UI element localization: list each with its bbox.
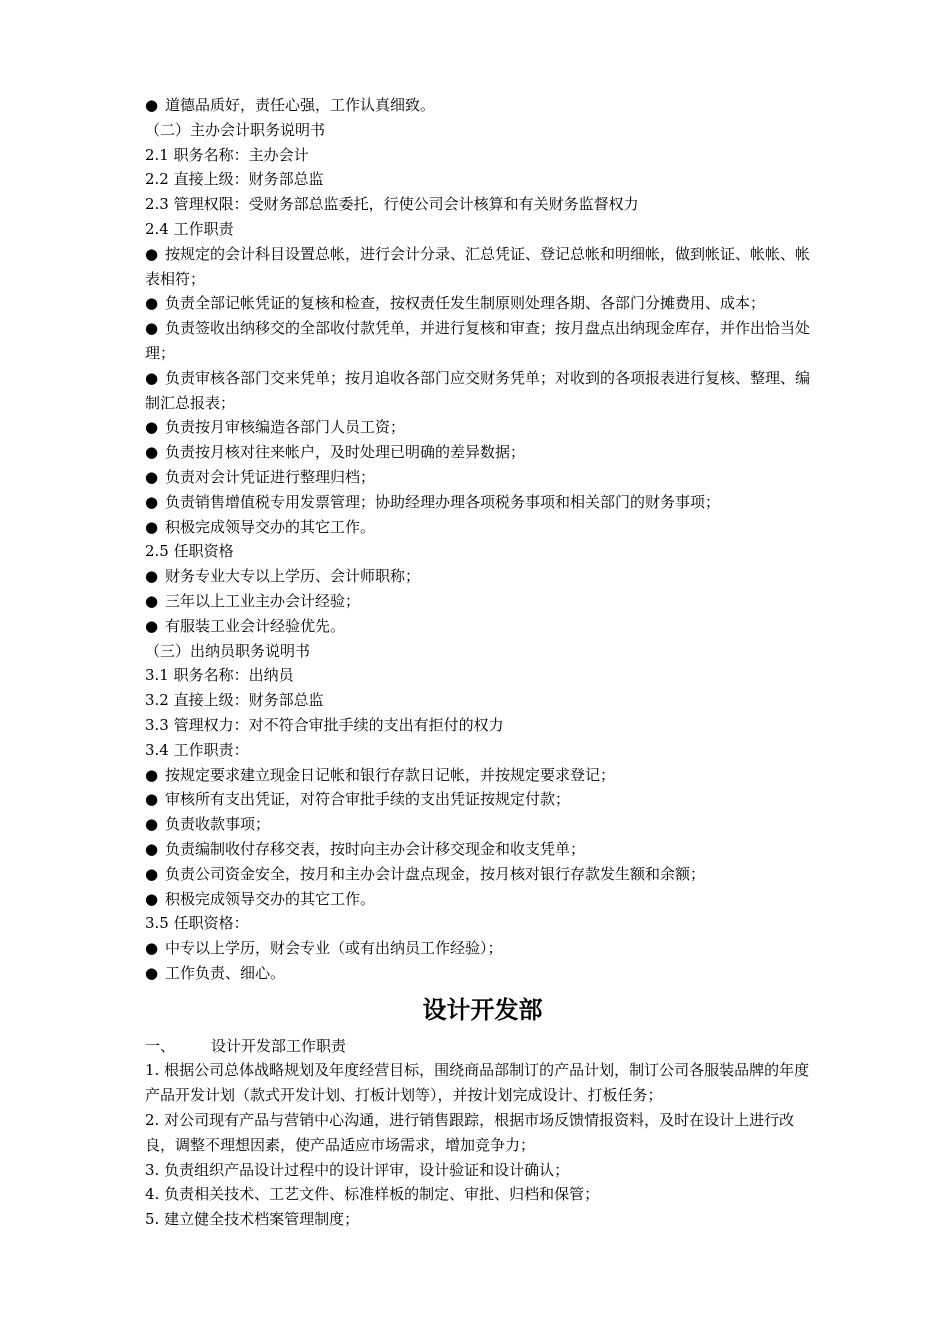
duty-text: 负责公司资金安全，按月和主办会计盘点现金，按月核对银行存款发生额和余额； [165,864,706,883]
cashier-duty-item [145,887,820,912]
bullet-icon: ● [145,815,159,834]
design-duty-item: 1. 根据公司总体战略规划及年度经营目标，围绕商品部制订的产品计划，制订公司各服装品牌的年度产品开发计划（款式开发计划、打板计划等），并按计划完成设计、打板任务； [145,1061,810,1105]
accountant-qualification-item [145,589,820,614]
accountant-qualification-item [145,564,820,589]
department-heading: 设计开发部 [422,995,543,1024]
design-duty-item: 2. 对公司现有产品与营销中心沟通，进行销售跟踪，根据市场反馈情报资料，及时在设计上进行改良，调整不理想因素，使产品适应市场需求，增加竞争力； [145,1111,795,1154]
qualification-text: 有服装工业会计经验优先。 [165,616,346,635]
qualification-text: 工作负责、细心。 [165,963,286,982]
cashier-qualifications-title: 3.5 任职资格： [145,914,249,933]
duty-text: 按规定的会计科目设置总帐，进行会计分录、汇总凭证、登记总帐和明细帐，做到帐证、帐帐、帐表相符； [145,244,811,288]
cashier-duty-item [145,763,820,788]
design-duty-item: 4. 负责相关技术、工艺文件、标准样板的制定、审批、归档和保管； [145,1185,600,1204]
qualification-text: 中专以上学历，财会专业（或有出纳员工作经验）； [165,939,503,958]
bullet-icon: ● [145,765,159,784]
accountant-duty-item [145,291,820,316]
design-duty-item: 3. 负责组织产品设计过程中的设计评审，设计验证和设计确认； [145,1160,570,1179]
accountant-duty-item [145,242,820,292]
design-duty-item: 5. 建立健全技术档案管理制度； [145,1210,360,1229]
bullet-icon: ● [145,591,159,610]
cashier-duty-item [145,787,820,812]
bullet-icon: ● [145,839,159,858]
duty-text: 负责编制收付存移交表，按时向主办会计移交现金和收支凭单； [165,839,586,858]
duty-text: 负责按月核对往来帐户，及时处理已明确的差异数据； [165,443,526,462]
bullet-icon: ● [145,963,159,982]
duty-text: 积极完成领导交办的其它工作。 [165,889,376,908]
cashier-duty-item [145,837,820,862]
bullet-icon: ● [145,294,159,313]
document-body [145,93,820,1232]
cashier-duties-title: 3.4 工作职责： [145,740,249,759]
accountant-duty-item [145,316,820,366]
bullet-icon: ● [145,319,159,338]
cashier-qualification-item [145,961,820,986]
bullet-icon: ● [145,864,159,883]
bullet-icon: ● [145,790,159,809]
section-number: 一、 [145,1036,176,1055]
duty-text: 积极完成领导交办的其它工作。 [165,517,376,536]
section-title-cashier: （三）出纳员职务说明书 [145,641,311,660]
bullet-icon: ● [145,616,159,635]
accountant-duty-item [145,366,820,416]
accountant-duty-item [145,415,820,440]
accountant-qualification-item [145,614,820,639]
bullet-icon: ● [145,96,159,114]
duty-text: 负责销售增值税专用发票管理；协助经理办理各项税务事项和相关部门的财务事项； [165,492,721,511]
duty-text: 审核所有支出凭证，对符合审批手续的支出凭证按规定付款； [165,790,571,809]
duty-text: 负责收款事项； [165,815,271,834]
qualification-text: 三年以上工业主办会计经验； [165,591,361,610]
cashier-duty-item [145,862,820,887]
accountant-superior: 2.2 直接上级：财务部总监 [145,170,324,189]
bullet-icon: ● [145,244,159,263]
accountant-duty-item [145,440,820,465]
bullet-icon: ● [145,517,159,536]
accountant-duty-item [145,515,820,540]
bullet-item [145,93,820,118]
qualification-text: 财务专业大专以上学历、会计师职称； [165,567,421,586]
accountant-qualifications-title: 2.5 任职资格 [145,542,234,561]
bullet-icon: ● [145,492,159,511]
duty-text: 按规定要求建立现金日记帐和银行存款日记帐，并按规定要求登记； [165,765,616,784]
section-title-text: 设计开发部工作职责 [211,1036,347,1055]
accountant-duty-item [145,465,820,490]
section-title-accountant: （二）主办会计职务说明书 [145,120,326,139]
cashier-duty-item [145,812,820,837]
duty-text: 负责签收出纳移交的全部收付款凭单，并进行复核和审查；按月盘点出纳现金库存，并作出恰当处理； [145,319,811,362]
bullet-icon: ● [145,443,159,462]
duty-text: 负责按月审核编造各部门人员工资； [165,418,406,437]
bullet-icon: ● [145,467,159,486]
accountant-duties-title: 2.4 工作职责 [145,219,234,238]
bullet-icon: ● [145,567,159,586]
duty-text: 负责对会计凭证进行整理归档； [165,467,376,486]
bullet-text: 道德品质好，责任心强，工作认真细致。 [165,96,436,114]
cashier-job-name: 3.1 职务名称：出纳员 [145,666,294,685]
design-section-title [145,1034,820,1059]
duty-text: 负责审核各部门交来凭单；按月追收各部门应交财务凭单；对收到的各项报表进行复核、整理、编制汇总报表； [145,368,811,412]
bullet-icon: ● [145,418,159,437]
accountant-authority: 2.3 管理权限：受财务部总监委托，行使公司会计核算和有关财务监督权力 [145,195,639,214]
cashier-qualification-item [145,936,820,961]
bullet-icon: ● [145,939,159,958]
cashier-authority: 3.3 管理权力：对不符合审批手续的支出有拒付的权力 [145,715,504,734]
duty-text: 负责全部记帐凭证的复核和检查，按权责任发生制原则处理各期、各部门分摊费用、成本； [165,294,766,313]
bullet-icon: ● [145,889,159,908]
accountant-job-name: 2.1 职务名称：主办会计 [145,145,309,164]
cashier-superior: 3.2 直接上级：财务部总监 [145,691,324,710]
accountant-duty-item [145,490,820,515]
bullet-icon: ● [145,368,159,387]
